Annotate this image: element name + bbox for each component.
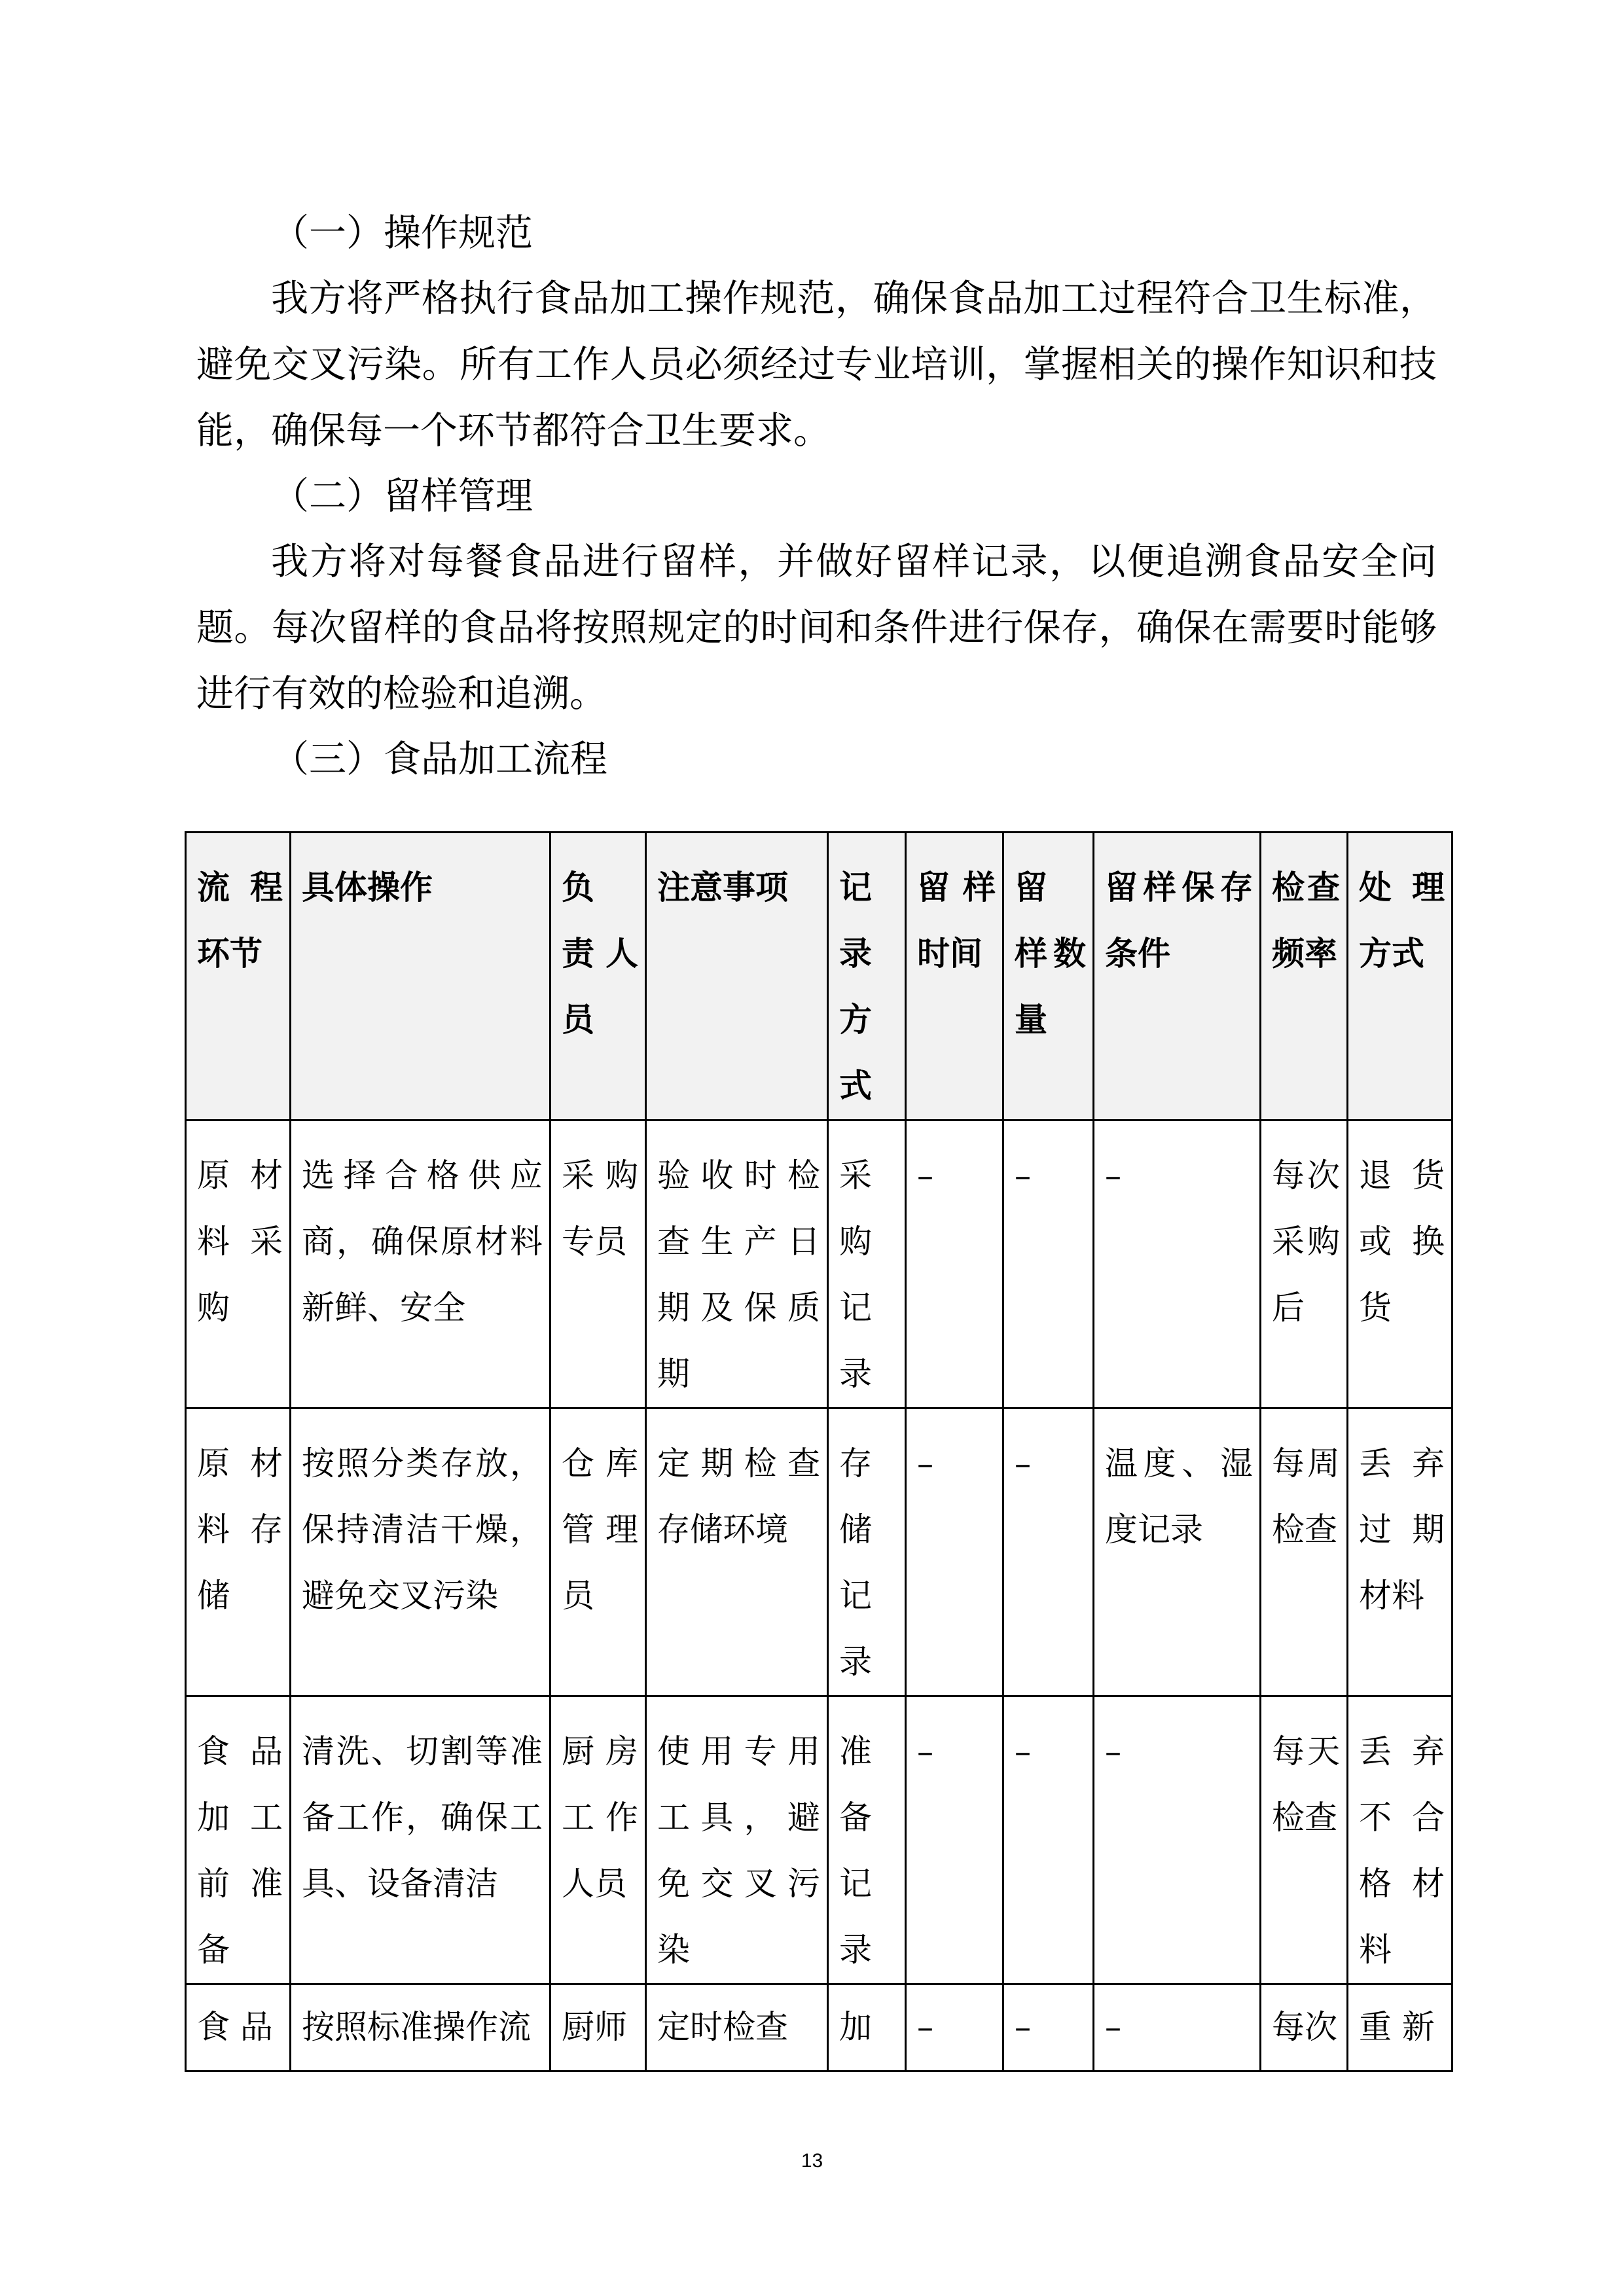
table-cell: – <box>1094 1696 1261 1984</box>
table-cell: – <box>906 1121 1003 1408</box>
header-cell: 具体操作 <box>291 833 550 1121</box>
table-cell: 原 材料 采购 <box>186 1121 291 1408</box>
table-cell: 温度、湿度记录 <box>1094 1408 1261 1696</box>
table-row <box>186 1984 1453 2072</box>
table-cell: 验收时检查生产日期及保质期 <box>646 1121 828 1408</box>
table-cell: 定时检查 <box>646 1984 828 2072</box>
table-row <box>186 1408 1453 1696</box>
header-cell: 负 责人员 <box>550 833 646 1121</box>
table-cell: – <box>906 1696 1003 1984</box>
table-row <box>186 1696 1453 1984</box>
table-cell: 定期检查存储环境 <box>646 1408 828 1696</box>
table-cell: 原 材料 存储 <box>186 1408 291 1696</box>
header-cell: 记录方式 <box>828 833 906 1121</box>
table-cell: – <box>906 1984 1003 2072</box>
table-row <box>186 1121 1453 1408</box>
table-cell: 每次采购后 <box>1261 1121 1348 1408</box>
table-cell: – <box>1094 1984 1261 2072</box>
section-paragraph-1: 我方将严格执行食品加工操作规范，确保食品加工过程符合卫生标准，避免交叉污染。所有工作人员必须经过专业培训，掌握相关的操作知识和技能，确保每一个环节都符合卫生要求。 <box>196 277 1437 452</box>
table-cell: 采购专员 <box>550 1121 646 1408</box>
table-cell: – <box>1003 1121 1094 1408</box>
table-cell: 食 品加 工前 准备 <box>186 1696 291 1984</box>
table-cell: 清洗、切割等准备工作，确保工具、设备清洁 <box>291 1696 550 1984</box>
section-heading-1: （一）操作规范 <box>272 211 533 255</box>
table-cell: 使用专用工具，避免交叉污染 <box>646 1696 828 1984</box>
header-cell: 流 程环节 <box>186 833 291 1121</box>
table-cell: – <box>1003 1408 1094 1696</box>
table-cell: 丢 弃不 合格 材料 <box>1348 1696 1453 1984</box>
header-cell: 留 样时间 <box>906 833 1003 1121</box>
header-cell: 留 样数量 <box>1003 833 1094 1121</box>
table-cell: 加 <box>828 1984 906 2072</box>
table-cell: 每次 <box>1261 1984 1348 2072</box>
header-cell: 留样保存条件 <box>1094 833 1261 1121</box>
header-cell: 注意事项 <box>646 833 828 1121</box>
table-cell: 准备记录 <box>828 1696 906 1984</box>
table-cell: 重 新 <box>1348 1984 1453 2072</box>
table-cell: 每周检查 <box>1261 1408 1348 1696</box>
header-cell: 处 理方式 <box>1348 833 1453 1121</box>
page-number: 13 <box>801 2150 823 2172</box>
food-processing-table <box>185 831 1453 2072</box>
table-cell: 仓 库管 理员 <box>550 1408 646 1696</box>
table-cell: 采购记录 <box>828 1121 906 1408</box>
header-row <box>186 833 1453 1121</box>
table-cell: 丢 弃过 期材料 <box>1348 1408 1453 1696</box>
table-cell: 存储记录 <box>828 1408 906 1696</box>
table-cell: 按照分类存放，保持清洁干燥，避免交叉污染 <box>291 1408 550 1696</box>
table-cell: 食 品 <box>186 1984 291 2072</box>
table-cell: 厨 房工 作人员 <box>550 1696 646 1984</box>
table-cell: 退 货或 换货 <box>1348 1121 1453 1408</box>
table-cell: 选择合格供应商，确保原材料新鲜、安全 <box>291 1121 550 1408</box>
table-cell: 按照标准操作流 <box>291 1984 550 2072</box>
section-heading-3: （三）食品加工流程 <box>272 738 607 781</box>
section-heading-2: （二）留样管理 <box>272 475 533 518</box>
table-cell: – <box>906 1408 1003 1696</box>
table-cell: 厨师 <box>550 1984 646 2072</box>
table-cell: – <box>1003 1696 1094 1984</box>
table-cell: – <box>1003 1984 1094 2072</box>
table-cell: – <box>1094 1121 1261 1408</box>
table-cell: 每天检查 <box>1261 1696 1348 1984</box>
header-cell: 检查频率 <box>1261 833 1348 1121</box>
section-paragraph-2: 我方将对每餐食品进行留样，并做好留样记录，以便追溯食品安全问题。每次留样的食品将按照规定的时间和条件进行保存，确保在需要时能够进行有效的检验和追溯。 <box>196 540 1437 715</box>
